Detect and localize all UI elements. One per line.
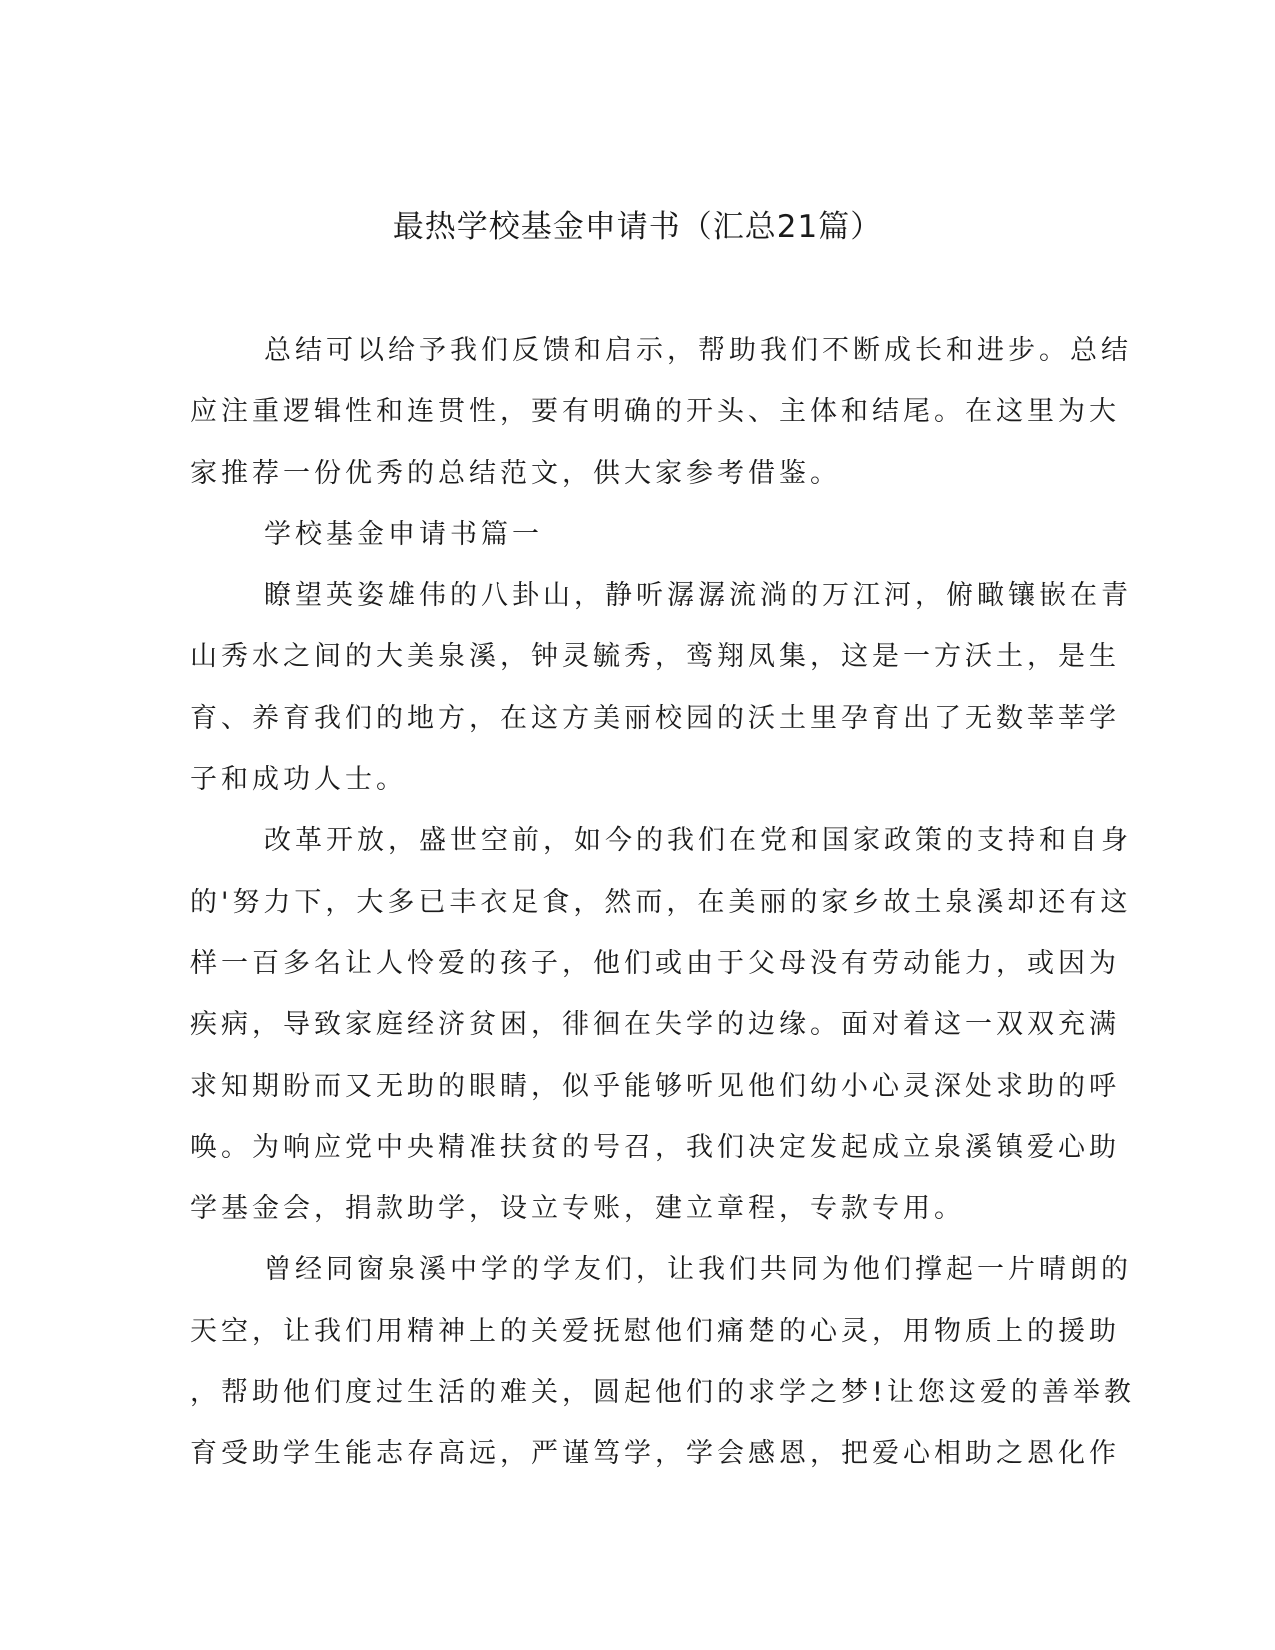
paragraph-line: 样一百多名让人怜爱的孩子，他们或由于父母没有劳动能力，或因为 [190, 947, 1120, 979]
paragraph-line: 改革开放，盛世空前，如今的我们在党和国家政策的支持和自身 [264, 825, 1132, 857]
paragraph-line: 育受助学生能志存高远，严谨笃学，学会感恩，把爱心相助之恩化作 [190, 1438, 1120, 1470]
paragraph-line: ，帮助他们度过生活的难关，圆起他们的求学之梦!让您这爱的善举教 [190, 1377, 1135, 1409]
paragraph-line: 的'努力下，大多已丰衣足食，然而，在美丽的家乡故土泉溪却还有这 [190, 886, 1132, 918]
paragraph-line: 学基金会，捐款助学，设立专账，建立章程，专款专用。 [190, 1193, 965, 1225]
paragraph-line: 疾病，导致家庭经济贫困，徘徊在失学的边缘。面对着这一双双充满 [190, 1009, 1120, 1041]
paragraph-line: 求知期盼而又无助的眼睛，似乎能够听见他们幼小心灵深处求助的呼 [190, 1070, 1120, 1102]
paragraph-line: 育、养育我们的地方，在这方美丽校园的沃土里孕育出了无数莘莘学 [190, 702, 1120, 734]
paragraph-line: 应注重逻辑性和连贯性，要有明确的开头、主体和结尾。在这里为大 [190, 396, 1120, 428]
paragraph-line: 山秀水之间的大美泉溪，钟灵毓秀，鸾翔凤集，这是一方沃土，是生 [190, 641, 1120, 673]
paragraph-line: 总结可以给予我们反馈和启示，帮助我们不断成长和进步。总结 [264, 335, 1132, 366]
document-body [190, 329, 1135, 1494]
paragraph-line: 唤。为响应党中央精准扶贫的号召，我们决定发起成立泉溪镇爱心助 [190, 1131, 1120, 1163]
section-heading: 学校基金申请书篇一 [264, 518, 543, 550]
paragraph-line: 瞭望英姿雄伟的八卦山，静听潺潺流淌的万江河，俯瞰镶嵌在青 [264, 580, 1132, 612]
paragraph-line: 曾经同窗泉溪中学的学友们，让我们共同为他们撑起一片晴朗的 [264, 1254, 1132, 1286]
document-title: 最热学校基金申请书（汇总21篇） [392, 209, 883, 245]
paragraph-line: 天空，让我们用精神上的关爱抚慰他们痛楚的心灵，用物质上的援助 [190, 1315, 1120, 1347]
paragraph-line: 子和成功人士。 [190, 764, 407, 796]
paragraph-line: 家推荐一份优秀的总结范文，供大家参考借鉴。 [190, 457, 841, 489]
